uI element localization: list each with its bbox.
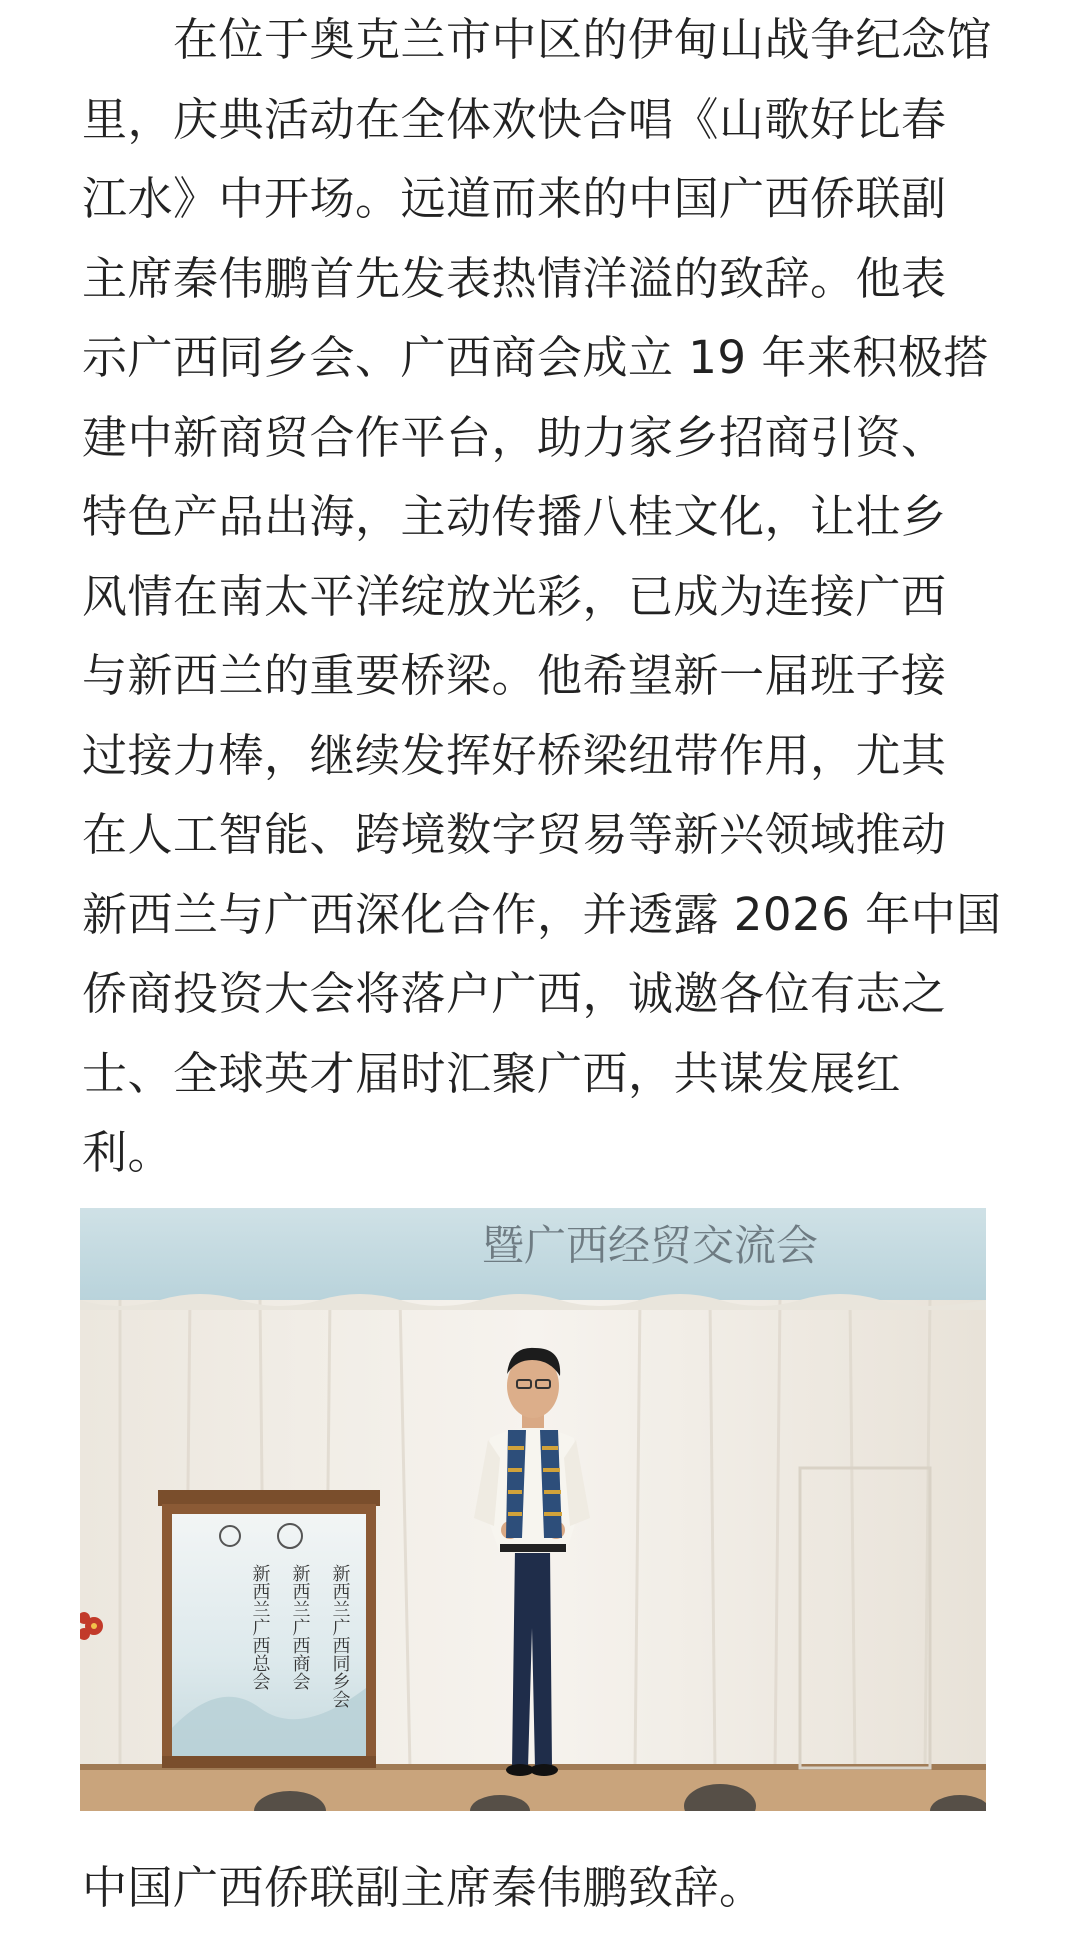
article-paragraph: 在位于奥克兰市中区的伊甸山战争纪念馆 里，庆典活动在全体欢快合唱《山歌好比春 江水》中开场。远道而来的中国广西侨联副 主席秦伟鹏首先发表热情洋溢的致辞。他表 示广西同乡会、广西商会成立 19 年来积极搭 建中新商贸合作平台，助力家乡招商引资、 特色产品出海，主动传播八桂文化，让壮乡 风情在南太平洋绽放光彩，已成为连接广西 与新西兰的重要桥梁。他希望新一届班子接 过接力棒，继续发挥好桥梁纽带作用，尤其 在人工智能、跨境数字贸易等新兴领域推动 新西兰与广西深化合作，并透露 2026 年中国 侨商投资大会将落户广西，诚邀各位有志之 士、全球英才届时汇聚广西，共谋发展红 利。 — [82, 13, 1002, 1179]
banner-text: 暨广西经贸交流会 — [481, 1221, 819, 1270]
podium-column-1: 新西兰广西同乡会 — [329, 1564, 351, 1708]
podium — [158, 1490, 380, 1768]
photo-caption: 中国广西侨联副主席秦伟鹏致辞。 — [82, 1861, 765, 1914]
podium-column-2: 新西兰广西商会 — [289, 1564, 311, 1690]
podium-column-3: 新西兰广西总会 — [249, 1564, 271, 1690]
speaker-photo — [80, 1208, 986, 1811]
